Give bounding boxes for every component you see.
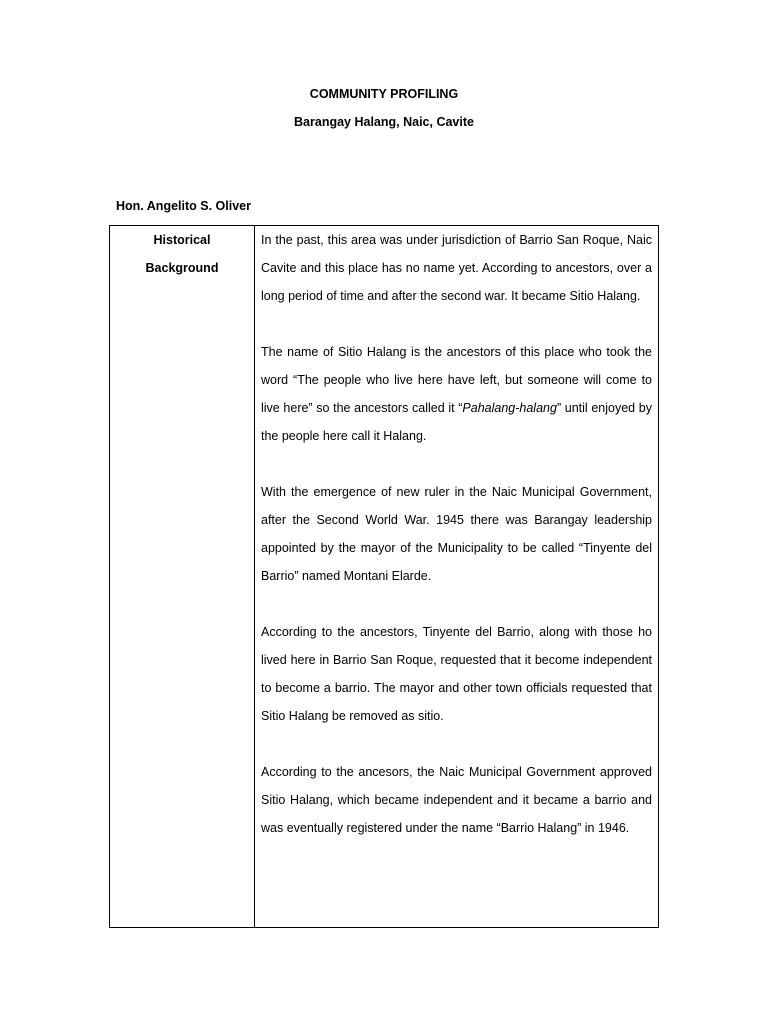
row-label-line-2: Background <box>145 261 219 275</box>
profile-table <box>109 225 659 928</box>
column-divider <box>254 226 255 927</box>
paragraph-2-text: The name of Sitio Halang is the ancestors of this place who took the word “The people who live here have left, but someone will come to live here” so the ancestors called it “ <box>261 345 652 415</box>
paragraph-5: According to the ancesors, the Naic Municipal Government approved Sitio Halang, which became independent and it became a barrio and was eventually registered under the name “Barrio Halang” in 1946. <box>261 765 652 835</box>
paragraph-3: With the emergence of new ruler in the Naic Municipal Government, after the Second World War. 1945 there was Barangay leadership appointed by the mayor of the Municipality to be called “Tinyente del Barrio” named Montani Elarde. <box>261 485 652 583</box>
row-label <box>110 226 254 282</box>
paragraph-2-tail: ” until enjoyed by the people here call it Halang. <box>261 401 652 443</box>
document-title: COMMUNITY PROFILING <box>309 87 459 101</box>
historical-background-text <box>261 226 652 842</box>
paragraph-2 <box>261 338 652 450</box>
row-label-line-1: Historical <box>153 233 211 247</box>
official-name: Hon. Angelito S. Oliver <box>116 199 251 213</box>
document-subtitle: Barangay Halang, Naic, Cavite <box>294 115 474 129</box>
paragraph-1: In the past, this area was under jurisdiction of Barrio San Roque, Naic Cavite and this place has no name yet. According to ancestors, over a long period of time and after the second war. It became Sitio Halang. <box>261 233 652 303</box>
paragraph-2-italic: Pahalang-halang <box>462 401 557 415</box>
paragraph-4: According to the ancestors, Tinyente del Barrio, along with those ho lived here in Barrio San Roque, requested that it become independent to become a barrio. The mayor and other town officials requested that Sitio Halang be removed as sitio. <box>261 625 652 723</box>
